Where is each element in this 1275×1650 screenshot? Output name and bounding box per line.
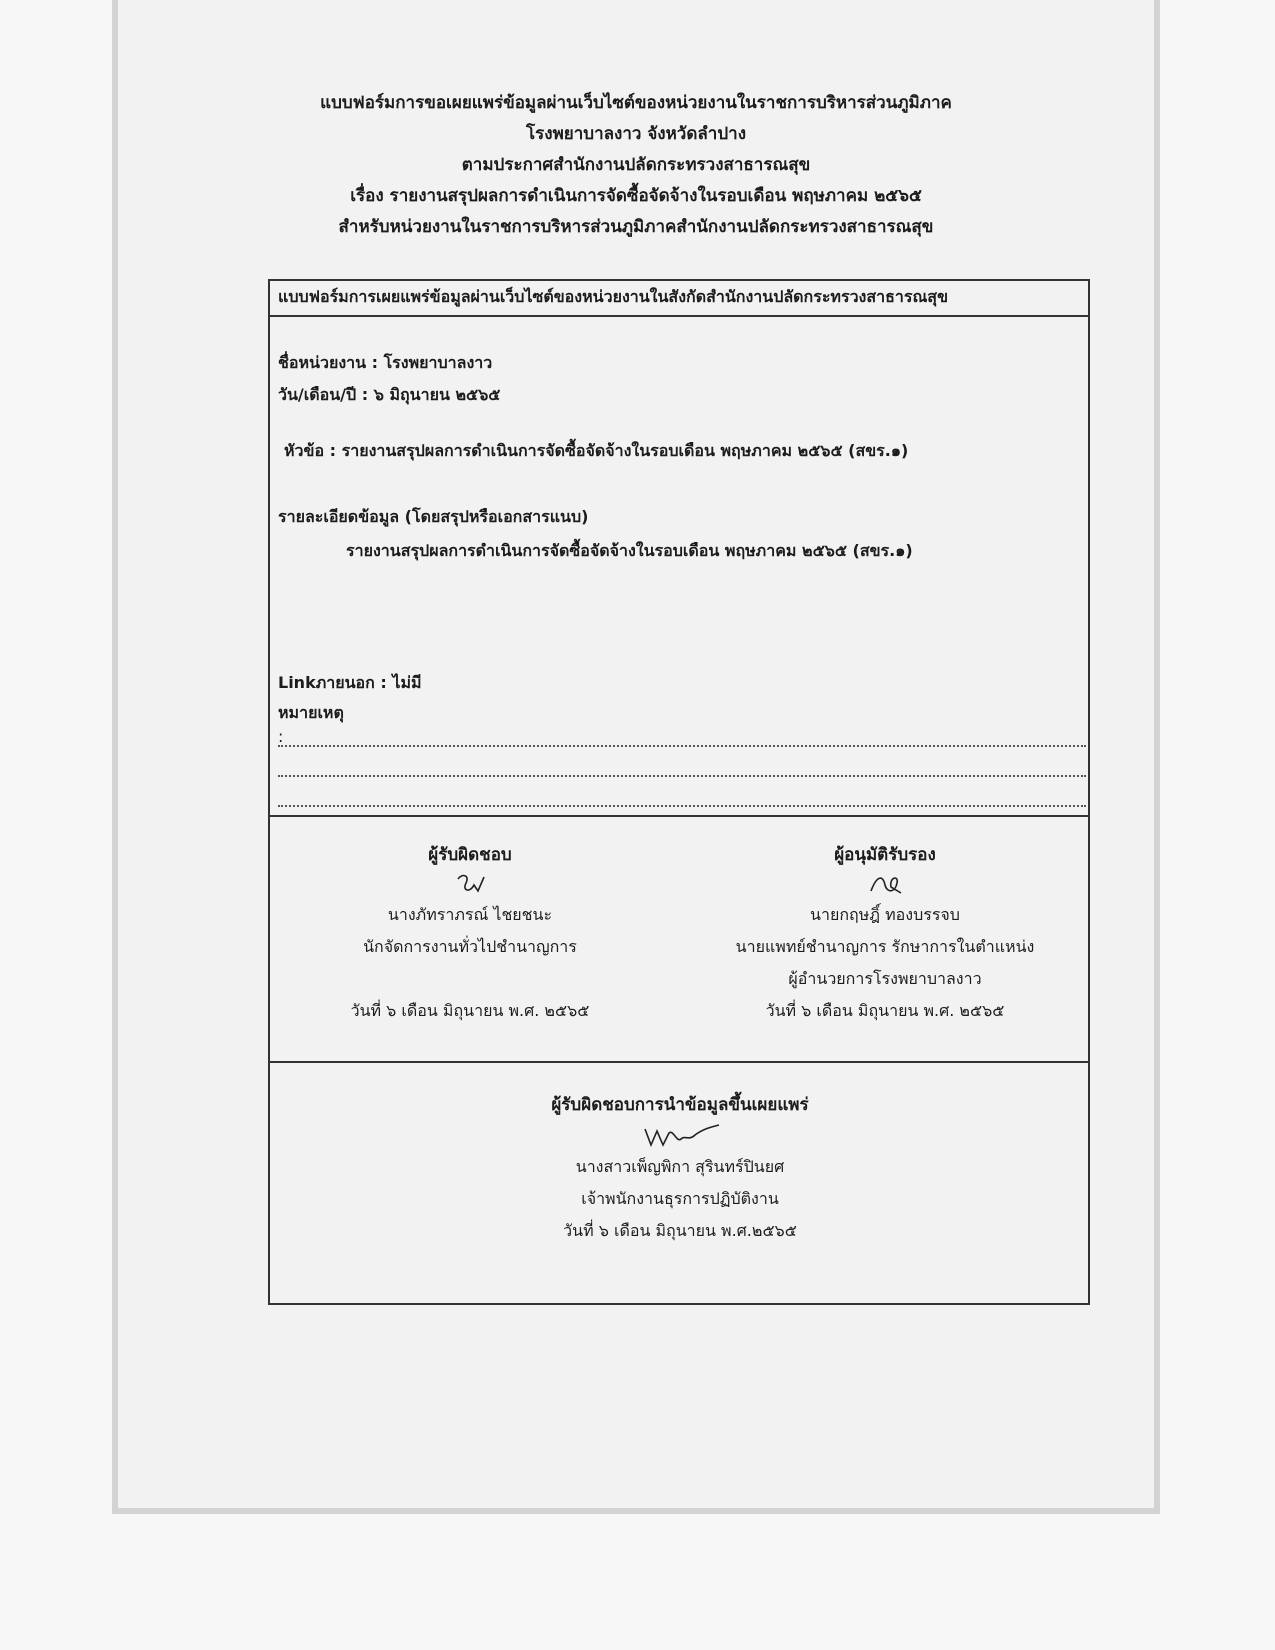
approver-signature-icon [855,871,915,899]
agency-field: ชื่อหน่วยงาน : โรงพยาบาลงาว [278,353,493,372]
form-box-title: แบบฟอร์มการเผยแพร่ข้อมูลผ่านเว็บไซต์ของหน่วยงานในสังกัดสำนักงานปลัดกระทรวงสาธารณสุข [270,281,1088,317]
detail-label: รายละเอียดข้อมูล (โดยสรุปหรือเอกสารแนบ) [278,507,589,526]
responsible-signature-icon [440,871,500,899]
responsible-signature-block [300,839,640,1027]
header-line-2: โรงพยาบาลงาว จังหวัดลำปาง [526,124,746,144]
approver-position: นายแพทย์ชำนาญการ รักษาการในตำแหน่ง [735,937,1035,956]
publisher-title: ผู้รับผิดชอบการนำข้อมูลขึ้นเผยแพร่ [551,1095,809,1115]
detail-text: รายงานสรุปผลการดำเนินการจัดซื้อจัดจ้างในรอบเดือน พฤษภาคม ๒๕๖๕ (สขร.๑) [346,541,913,560]
remark-dotted-line-3 [278,803,1086,807]
topic-field: หัวข้อ : รายงานสรุปผลการดำเนินการจัดซื้อจัดจ้างในรอบเดือน พฤษภาคม ๒๕๖๕ (สขร.๑) [284,441,909,460]
remark-colon: : [278,727,284,746]
remark-dotted-line-1 [278,743,1086,747]
publisher-position: เจ้าพนักงานธุรการปฏิบัติงาน [581,1189,779,1208]
form-box [268,279,1090,1305]
section-divider-1 [270,815,1088,817]
responsible-name: นางภัทราภรณ์ ไชยชนะ [387,905,553,924]
header-line-5: สำหรับหน่วยงานในราชการบริหารส่วนภูมิภาคสำนักงานปลัดกระทรวงสาธารณสุข [338,217,934,237]
external-link-field: Linkภายนอก : ไม่มี [278,673,422,692]
approver-position-2: ผู้อำนวยการโรงพยาบาลงาว [788,969,982,988]
approver-name: นายกฤษฎิ์ ทองบรรจบ [810,905,960,924]
header-line-3: ตามประกาศสำนักงานปลัดกระทรวงสาธารณสุข [461,155,811,175]
publisher-name: นางสาวเพ็ญพิกา สุรินทร์ปินยศ [575,1157,785,1176]
publisher-date: วันที่ ๖ เดือน มิถุนายน พ.ศ.๒๕๖๕ [563,1221,797,1240]
publisher-signature-icon [625,1121,735,1151]
remark-label: หมายเหตุ [278,703,344,722]
responsible-position: นักจัดการงานทั่วไปชำนาญการ [363,937,577,956]
publisher-signature-block [470,1089,890,1247]
responsible-title: ผู้รับผิดชอบ [428,845,512,865]
header-line-4: เรื่อง รายงานสรุปผลการดำเนินการจัดซื้อจัดจ้างในรอบเดือน พฤษภาคม ๒๕๖๕ [350,186,922,206]
header-line-1: แบบฟอร์มการขอเผยแพร่ข้อมูลผ่านเว็บไซต์ของหน่วยงานในราชการบริหารส่วนภูมิภาค [320,93,952,113]
date-field: วัน/เดือน/ปี : ๖ มิถุนายน ๒๕๖๕ [278,385,501,404]
approver-title: ผู้อนุมัติรับรอง [834,845,936,865]
document-header [118,88,1154,243]
remark-dotted-line-2 [278,773,1086,777]
section-divider-2 [270,1061,1088,1063]
approver-signature-block [700,839,1070,1027]
approver-date: วันที่ ๖ เดือน มิถุนายน พ.ศ. ๒๕๖๕ [765,1001,1005,1020]
responsible-date: วันที่ ๖ เดือน มิถุนายน พ.ศ. ๒๕๖๕ [350,1001,590,1020]
